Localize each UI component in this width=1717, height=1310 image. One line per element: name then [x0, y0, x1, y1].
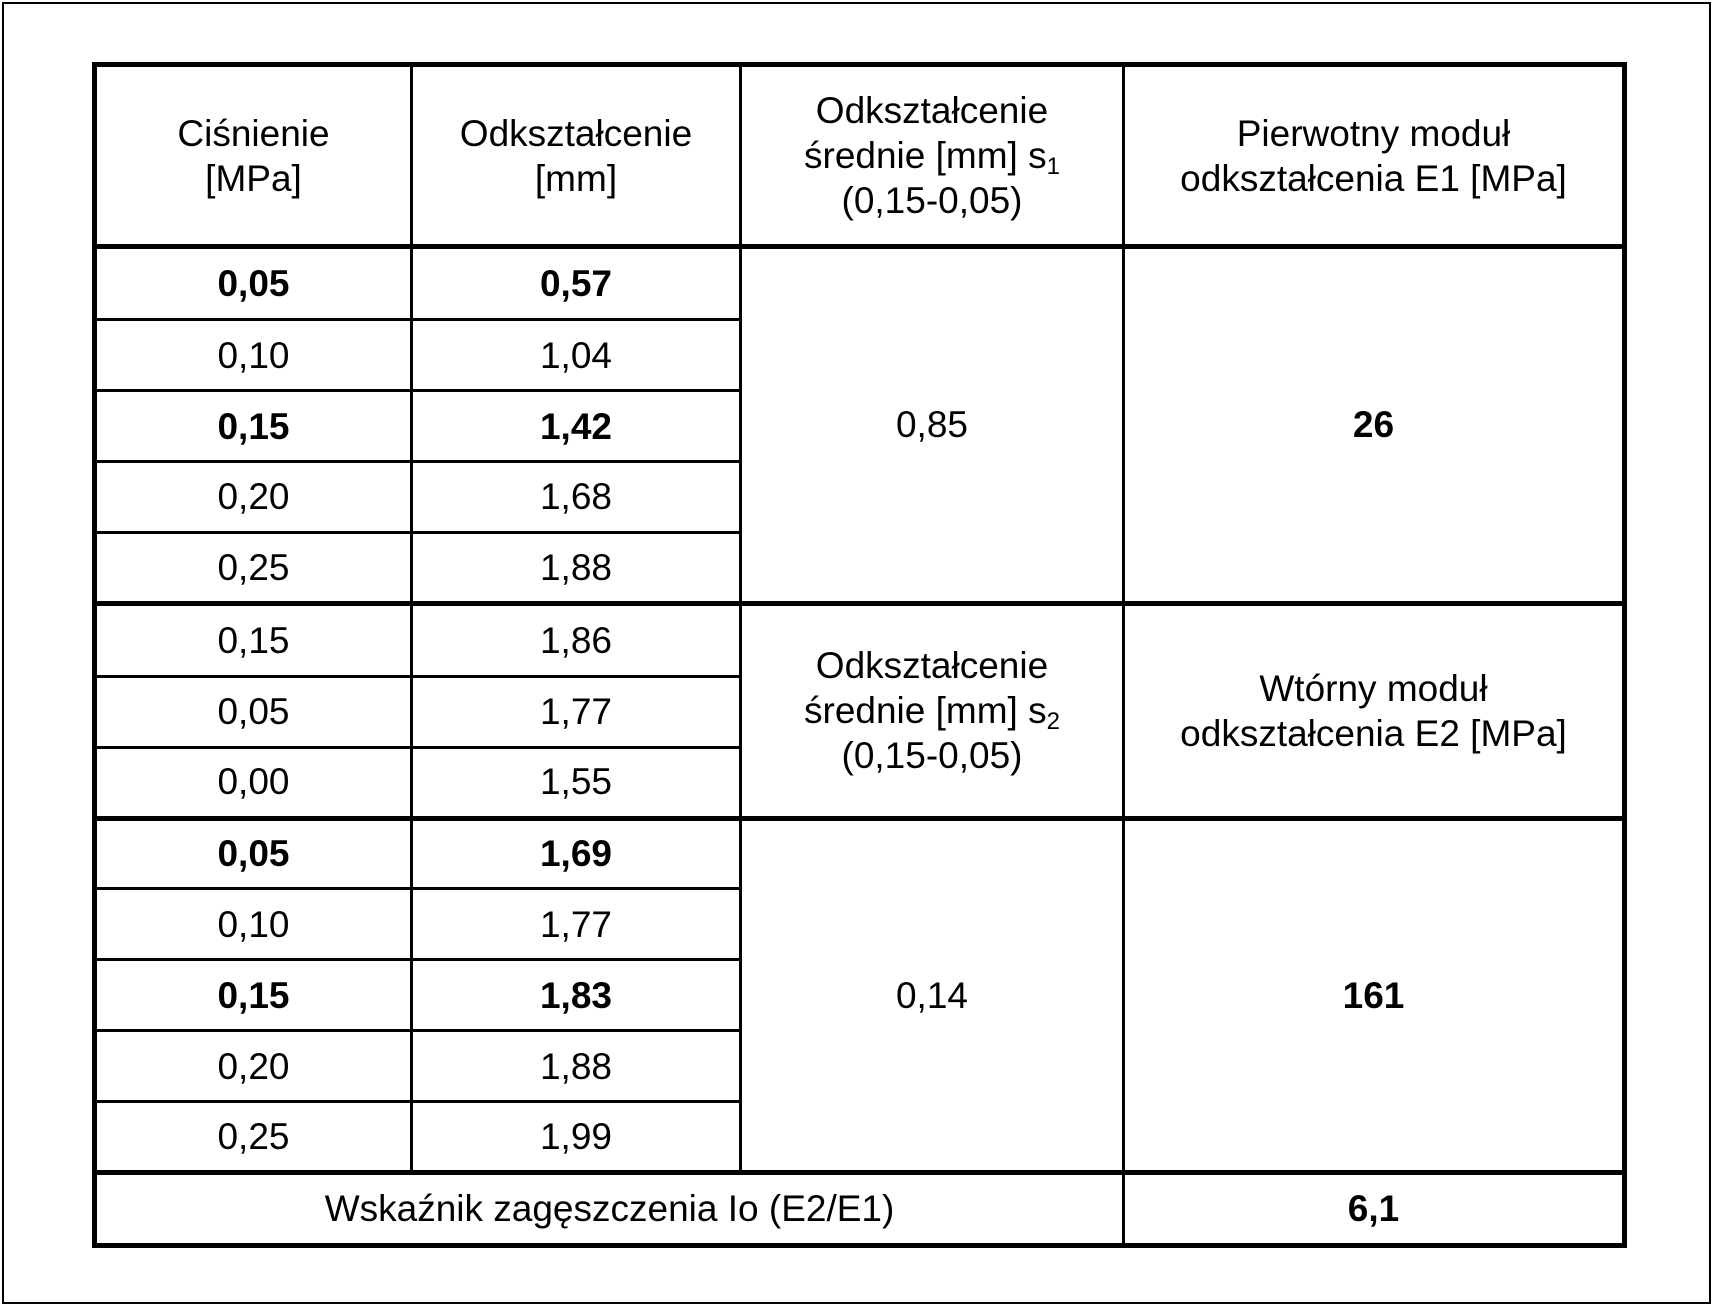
avg-deformation-s1-header: Odkształcenie średnie [mm] $s_1$ (0,15-0,05) — [741, 65, 1124, 247]
pressure-cell: 0,15 — [95, 960, 412, 1031]
table-row — [95, 603, 1625, 676]
pressure-cell: 0,10 — [95, 889, 412, 960]
pressure-cell: 0,05 — [95, 676, 412, 747]
s1-value: 0,85 — [741, 247, 1124, 603]
deformation-cell: 1,04 — [412, 320, 741, 391]
deformation-cell: 1,83 — [412, 960, 741, 1031]
deformation-cell: 1,77 — [412, 889, 741, 960]
pressure-cell: 0,10 — [95, 320, 412, 391]
deformation-cell: 1,42 — [412, 391, 741, 462]
deformation-cell: 1,55 — [412, 747, 741, 818]
deformation-cell: 1,88 — [412, 532, 741, 603]
deformation-cell: 1,68 — [412, 462, 741, 533]
deformation-cell: 0,57 — [412, 247, 741, 320]
footer-row — [95, 1172, 1625, 1245]
compaction-index-label: Wskaźnik zagęszczenia Io (E2/E1) — [95, 1172, 1124, 1245]
deformation-cell: 1,88 — [412, 1031, 741, 1102]
e2-value: 161 — [1124, 818, 1625, 1172]
deformation-cell: 1,99 — [412, 1102, 741, 1173]
pressure-cell: 0,15 — [95, 391, 412, 462]
pressure-cell: 0,20 — [95, 1031, 412, 1102]
pressure-header: Ciśnienie [MPa] — [95, 65, 412, 247]
table-row — [95, 818, 1625, 889]
header-row — [95, 65, 1625, 247]
pressure-cell: 0,15 — [95, 603, 412, 676]
deformation-cell: 1,86 — [412, 603, 741, 676]
pressure-cell: 0,05 — [95, 818, 412, 889]
avg-deformation-s2-header: Odkształcenie średnie [mm] $s_2$ (0,15-0,05) — [741, 603, 1124, 818]
pressure-cell: 0,25 — [95, 532, 412, 603]
compaction-test-table — [92, 62, 1627, 1248]
e1-header: Pierwotny moduł odkształcenia E1 [MPa] — [1124, 65, 1625, 247]
deformation-cell: 1,77 — [412, 676, 741, 747]
pressure-cell: 0,25 — [95, 1102, 412, 1173]
s2-value: 0,14 — [741, 818, 1124, 1172]
deformation-header: Odkształcenie [mm] — [412, 65, 741, 247]
pressure-cell: 0,20 — [95, 462, 412, 533]
pressure-cell: 0,05 — [95, 247, 412, 320]
e2-header: Wtórny moduł odkształcenia E2 [MPa] — [1124, 603, 1625, 818]
e1-value: 26 — [1124, 247, 1625, 603]
pressure-cell: 0,00 — [95, 747, 412, 818]
deformation-cell: 1,69 — [412, 818, 741, 889]
compaction-index-value: 6,1 — [1124, 1172, 1625, 1245]
table-row — [95, 247, 1625, 320]
